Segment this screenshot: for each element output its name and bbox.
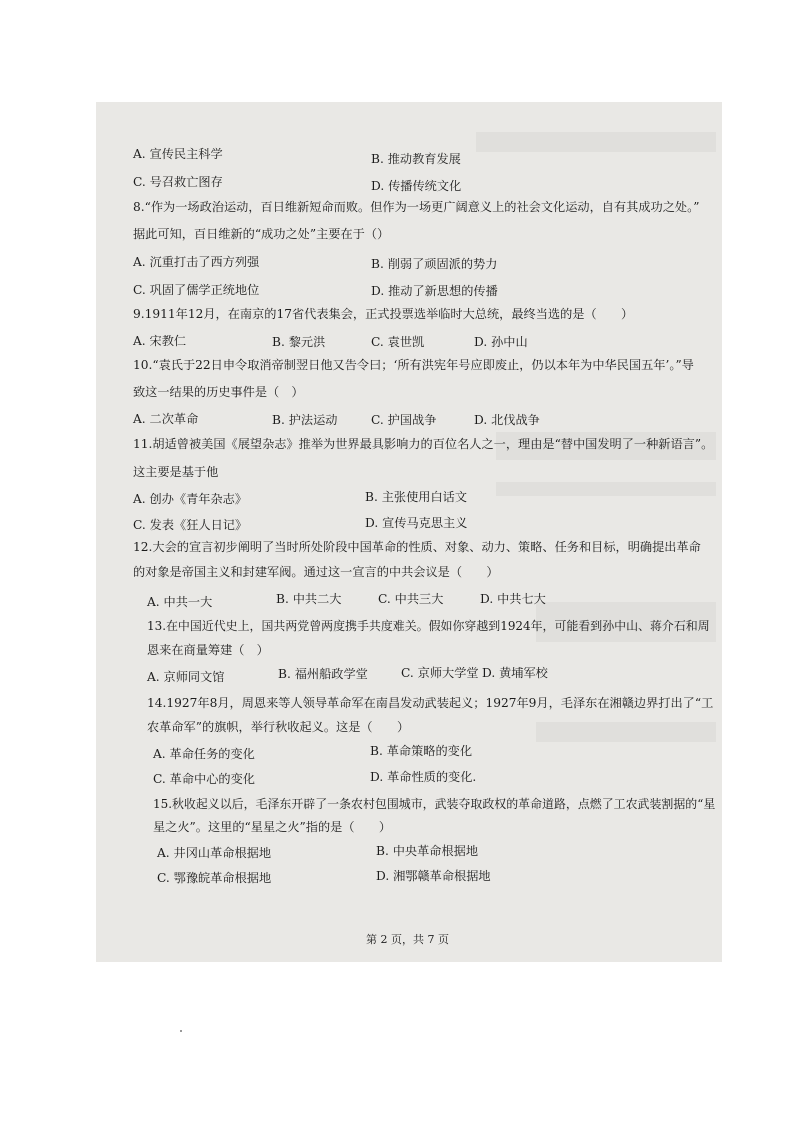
bleed-through-shadow (496, 482, 716, 496)
scan-speck (180, 1030, 182, 1032)
option-a-q9: A. 宋教仁 (133, 334, 187, 348)
option-c-q15: C. 鄂豫皖革命根据地 (157, 871, 272, 885)
option-c-q13: C. 京师大学堂 (401, 666, 479, 680)
option-d-q8: D. 推动了新思想的传播 (371, 284, 498, 298)
option-d-q10: D. 北伐战争 (474, 413, 540, 427)
exam-page (96, 102, 722, 962)
question-13-stem: 恩来在商量筹建（ ） (147, 643, 269, 657)
option-c-q12: C. 中共三大 (378, 592, 444, 606)
question-15-stem: 星之火”。这里的“星星之火”指的是（ ） (153, 820, 392, 834)
option-c-q10: C. 护国战争 (371, 413, 437, 427)
question-14-stem: 14.1927年8月，周恩来等人领导革命军在南昌发动武装起义；1927年9月，毛泽东在湘赣边界打出了“工 (147, 696, 714, 710)
option-b-q10: B. 护法运动 (272, 413, 338, 427)
option-a-q8: A. 沉重打击了西方列强 (133, 255, 260, 269)
question-9-stem: 9.1911年12月，在南京的17省代表集会，正式投票选举临时大总统，最终当选的是（ ） (133, 307, 634, 321)
option-b-q12: B. 中共二大 (276, 592, 342, 606)
bleed-through-shadow (476, 132, 716, 152)
option-a-q14: A. 革命任务的变化 (153, 747, 255, 761)
option-b-q8: B. 削弱了顽固派的势力 (371, 257, 498, 271)
option-a-q12: A. 中共一大 (147, 595, 213, 609)
question-11-stem: 这主要是基于他 (133, 465, 219, 479)
option-b-q9: B. 黎元洪 (272, 335, 326, 349)
question-15-stem: 15.秋收起义以后，毛泽东开辟了一条农村包围城市，武装夺取政权的革命道路，点燃了工农武装割据的“星 (153, 797, 716, 811)
option-c-q11: C. 发表《狂人日记》 (133, 518, 248, 532)
option-a-q10: A. 二次革命 (133, 412, 199, 426)
option-d-q15: D. 湘鄂赣革命根据地 (376, 869, 491, 883)
option-c-q8: C. 巩固了儒学正统地位 (133, 283, 260, 297)
option-a-q11: A. 创办《青年杂志》 (133, 492, 248, 506)
question-12-stem: 12.大会的宣言初步阐明了当时所处阶段中国革命的性质、对象、动力、策略、任务和目标，明确提出革命 (133, 540, 701, 554)
option-a-q15: A. 井冈山革命根据地 (157, 846, 272, 860)
option-b-q14: B. 革命策略的变化 (370, 744, 473, 758)
option-d-q14: D. 革命性质的变化. (370, 770, 477, 784)
option-d-q13: D. 黄埔军校 (482, 666, 548, 680)
question-10-stem: 致这一结果的历史事件是（ ） (133, 385, 304, 399)
option-d-q11: D. 宣传马克思主义 (365, 516, 468, 530)
question-12-stem: 的对象是帝国主义和封建军阀。通过这一宣言的中共会议是（ ） (133, 565, 499, 579)
option-a-q7: A. 宣传民主科学 (133, 147, 223, 161)
option-b-q11: B. 主张使用白话文 (365, 490, 468, 504)
option-c-q7: C. 号召救亡图存 (133, 175, 223, 189)
question-8-stem: 8.“作为一场政治运动，百日维新短命而败。但作为一场更广阔意义上的社会文化运动，自有其成功之处。” (133, 200, 700, 214)
option-c-q14: C. 革命中心的变化 (153, 772, 255, 786)
option-d-q12: D. 中共七大 (480, 592, 546, 606)
question-14-stem: 农革命军”的旗帜，举行秋收起义。这是（ ） (147, 720, 410, 734)
option-d-q7: D. 传播传统文化 (371, 179, 462, 193)
question-13-stem: 13.在中国近代史上，国共两党曾两度携手共度难关。假如你穿越到1924年，可能看到孙中山、蒋介石和周 (147, 619, 710, 633)
bleed-through-shadow (536, 722, 716, 742)
option-b-q7: B. 推动教育发展 (371, 152, 461, 166)
option-c-q9: C. 袁世凯 (371, 335, 425, 349)
option-b-q15: B. 中央革命根据地 (376, 844, 479, 858)
question-10-stem: 10.“袁氏于22日申令取消帝制翌日他又告令曰；‘所有洪宪年号应即废止，仍以本年为中华民国五年’。”导 (133, 358, 694, 372)
question-11-stem: 11.胡适曾被美国《展望杂志》推举为世界最具影响力的百位名人之一，理由是“替中国发明了一种新语言”。 (133, 437, 714, 451)
option-d-q9: D. 孙中山 (474, 335, 528, 349)
question-8-stem: 据此可知，百日维新的“成功之处”主要在于（） (133, 227, 390, 241)
option-b-q13: B. 福州船政学堂 (278, 667, 368, 681)
page-footer: 第 2 页，共 7 页 (366, 933, 449, 946)
option-a-q13: A. 京师同文馆 (147, 670, 225, 684)
